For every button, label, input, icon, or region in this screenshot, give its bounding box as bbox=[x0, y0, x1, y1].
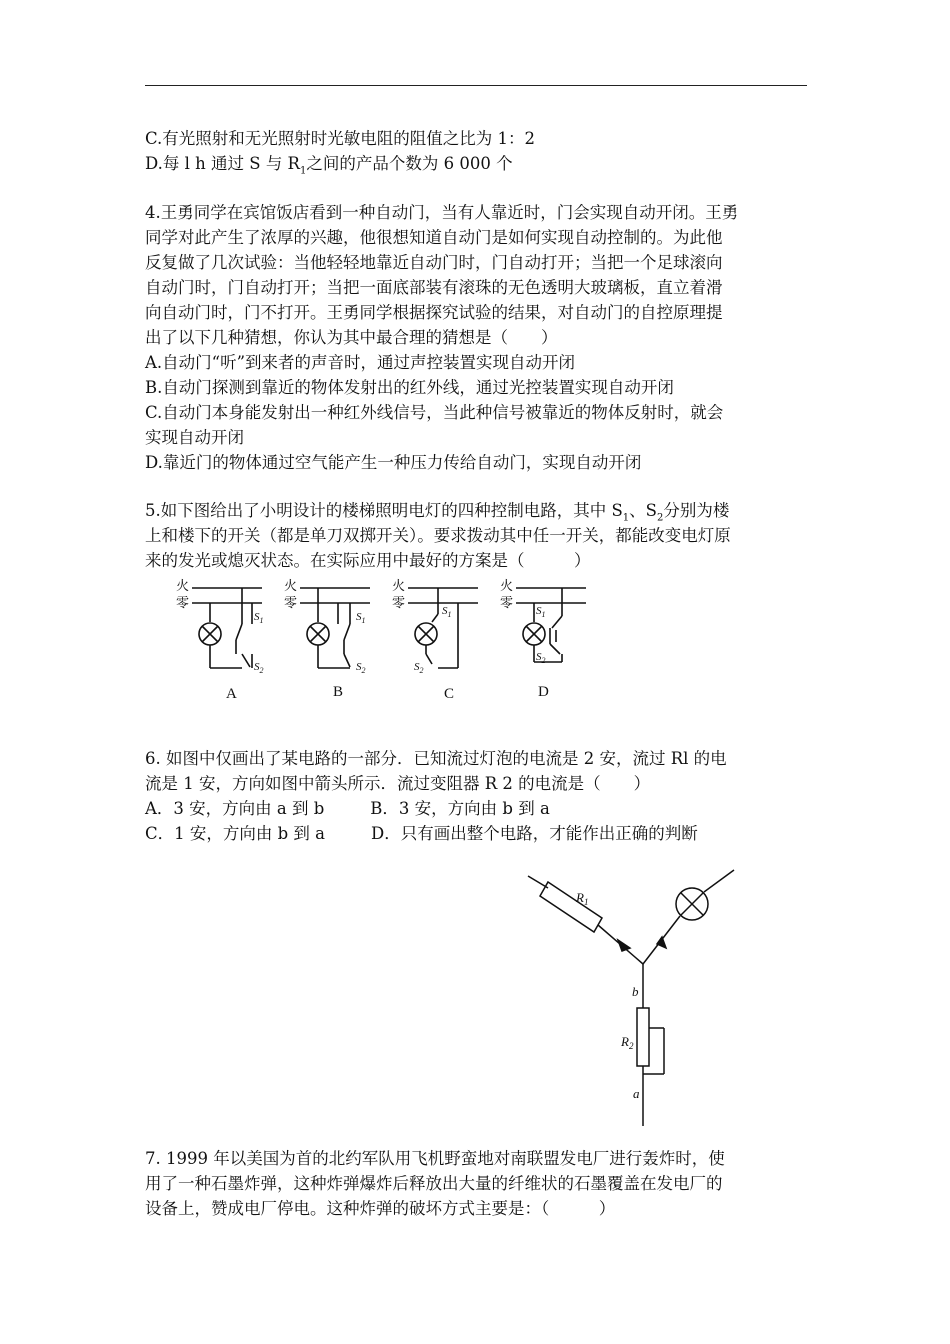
switch-s2-label-c: $S_2$ bbox=[414, 661, 424, 675]
r1-label: $R_1$ bbox=[576, 890, 589, 907]
q6-options-ab bbox=[145, 796, 810, 821]
circuit-d bbox=[516, 588, 586, 662]
q4-stem-line: 同学对此产生了浓厚的兴趣，他很想知道自动门是如何实现自动控制的。为此他 bbox=[145, 228, 723, 247]
neutral-label-a: 零 bbox=[176, 595, 190, 610]
q4-stem-line: 4.王勇同学在宾馆饭店看到一种自动门，当有人靠近时，门会实现自动开闭。王勇 bbox=[145, 203, 739, 222]
live-label-d: 火 bbox=[500, 578, 514, 593]
q6-options-cd bbox=[145, 821, 810, 846]
switch-s1-label-a: $S_1$ bbox=[254, 611, 264, 625]
question-6 bbox=[145, 746, 810, 846]
q6-option-c: C．1 安，方向由 b 到 a bbox=[145, 824, 326, 843]
q4-option-c: C.自动门本身能发射出一种红外线信号，当此种信号被靠近的物体反射时，就会 bbox=[145, 403, 724, 422]
live-label-c: 火 bbox=[392, 578, 406, 593]
q5-stem-line: 上和楼下的开关（都是单刀双掷开关）。要求拨动其中任一开关，都能改变电灯原 bbox=[145, 526, 731, 545]
option-c-prev: C.有光照射和无光照射时光敏电阻的阻值之比为 1：2 bbox=[145, 129, 536, 148]
q6-option-a: A．3 安，方向由 a 到 b bbox=[145, 799, 325, 818]
switch-s1-label-c: $S_1$ bbox=[442, 605, 452, 619]
question-5 bbox=[145, 498, 810, 573]
node-b-label: b bbox=[632, 984, 639, 999]
circuit-a bbox=[192, 588, 262, 668]
neutral-label-b: 零 bbox=[284, 595, 298, 610]
header-rule bbox=[145, 85, 807, 86]
circuit-b bbox=[300, 588, 370, 668]
live-label-a: 火 bbox=[176, 578, 190, 593]
switch-s2-label-b: $S_2$ bbox=[356, 661, 366, 675]
q4-option-b: B.自动门探测到靠近的物体发射出的红外线，通过光控装置实现自动开闭 bbox=[145, 378, 674, 397]
q5-stem-line: 5.如下图给出了小明设计的楼梯照明电灯的四种控制电路，其中 $S_1$、$S_2$分别为楼 bbox=[145, 501, 730, 524]
question-7 bbox=[145, 1146, 810, 1221]
q7-line: 7. 1999 年以美国为首的北约军队用飞机野蛮地对南联盟发电厂进行轰炸时，使 bbox=[145, 1149, 725, 1168]
neutral-label-d: 零 bbox=[500, 595, 514, 610]
circuit-option-b: B bbox=[333, 684, 344, 700]
r2-label: $R_2$ bbox=[621, 1034, 634, 1051]
q4-stem-line: 向自动门时，门不打开。王勇同学根据探究试验的结果，对自动门的自控原理提 bbox=[145, 303, 723, 322]
switch-s1-label-b: $S_1$ bbox=[356, 611, 366, 625]
option-d-prev: D.每 l h 通过 S 与 $R_1$之间的产品个数为 6 000 个 bbox=[145, 154, 513, 177]
live-label-b: 火 bbox=[284, 578, 298, 593]
switch-s2-label-a: $S_2$ bbox=[254, 661, 264, 675]
circuit-option-c: C bbox=[444, 686, 455, 702]
switch-s2-label-d: $S_2$ bbox=[536, 651, 546, 665]
q5-circuit-diagrams bbox=[170, 572, 590, 712]
switch-s1-label-d: $S_1$ bbox=[536, 605, 546, 619]
q6-stem-line: 流是 1 安，方向如图中箭头所示．流过变阻器 R 2 的电流是（ ） bbox=[145, 774, 651, 793]
q7-line: 用了一种石墨炸弹，这种炸弹爆炸后释放出大量的纤维状的石墨覆盖在发电厂的 bbox=[145, 1174, 723, 1193]
prev-question-options bbox=[145, 126, 810, 176]
neutral-label-c: 零 bbox=[392, 595, 406, 610]
q4-stem-line: 反复做了几次试验：当他轻轻地靠近自动门时，门自动打开；当把一个足球滚向 bbox=[145, 253, 723, 272]
q6-option-b: B．3 安，方向由 b 到 a bbox=[370, 799, 550, 818]
q6-stem-line: 6. 如图中仅画出了某电路的一部分．已知流过灯泡的电流是 2 安，流过 Rl 的电 bbox=[145, 749, 727, 768]
q4-stem-line: 出了以下几种猜想，你认为其中最合理的猜想是（ ） bbox=[145, 328, 558, 347]
q6-circuit-diagram bbox=[520, 868, 750, 1130]
circuit-c bbox=[408, 588, 478, 668]
q4-option-a: A.自动门“听”到来者的声音时，通过声控装置实现自动开闭 bbox=[145, 353, 576, 372]
node-a-label: a bbox=[633, 1086, 640, 1101]
q4-option-d: D.靠近门的物体通过空气能产生一种压力传给自动门，实现自动开闭 bbox=[145, 453, 642, 472]
circuit-option-a: A bbox=[226, 686, 237, 702]
q4-option-c-cont: 实现自动开闭 bbox=[145, 428, 244, 447]
q7-line: 设备上，赞成电厂停电。这种炸弹的破坏方式主要是：（ ） bbox=[145, 1199, 616, 1218]
q5-stem-line: 来的发光或熄灭状态。在实际应用中最好的方案是（ ） bbox=[145, 551, 591, 570]
question-4 bbox=[145, 200, 810, 475]
q6-option-d: D．只有画出整个电路，才能作出正确的判断 bbox=[371, 824, 698, 843]
circuit-option-d: D bbox=[538, 684, 549, 700]
q4-stem-line: 自动门时，门自动打开；当把一面底部装有滚珠的无色透明大玻璃板，直立着滑 bbox=[145, 278, 723, 297]
